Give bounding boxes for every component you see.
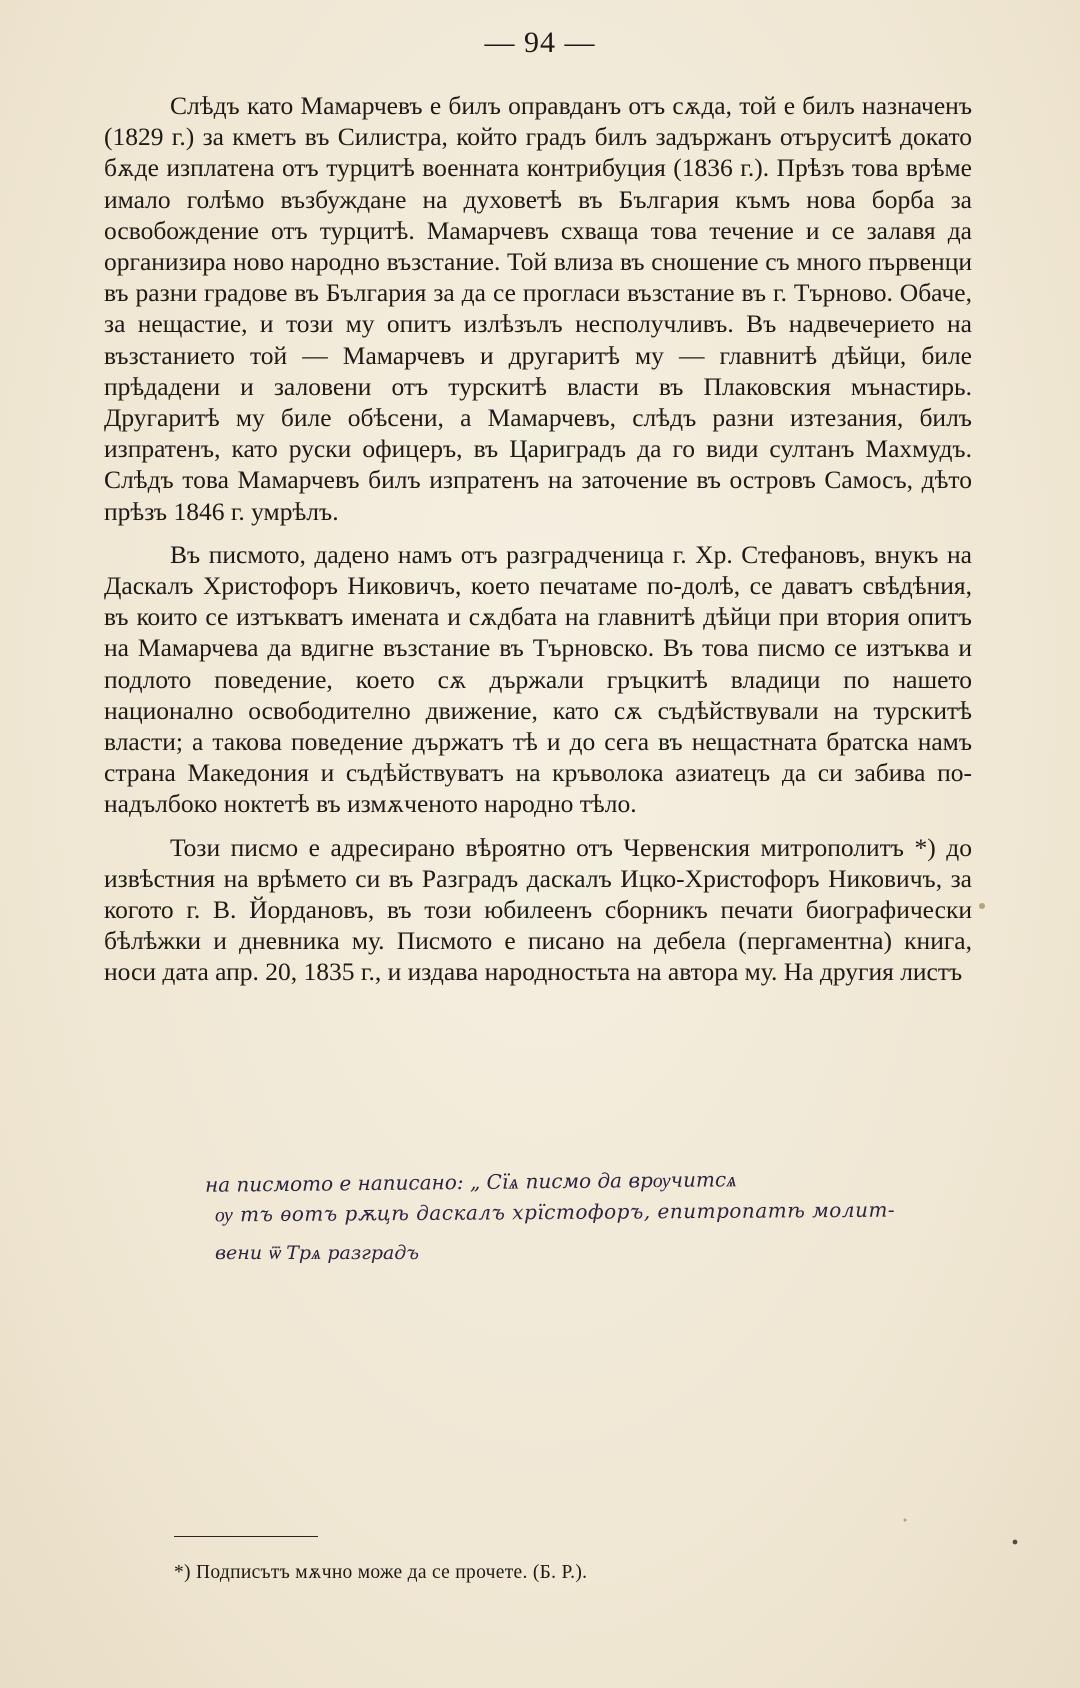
paragraph-letter-address: Този писмо е адресирано вѣроятно отъ Червенския митрополитъ *) до извѣстния на врѣмето си въ Разградъ даскалъ Ицко-Христофоръ Никовичъ, за когото г. В. Йордановъ, въ този юбилеенъ сборникъ печати биографически бѣлѣжки и дневника му. Писмото е писано на дебела (пергаментна) книга, носи дата апр. 20, 1835 г., и издава народностьта на автора му. На другия листъ [104,832,972,987]
handwriting-line-2: ѹ тъ ѳотъ рѫцѣ даскалъ хрїстофоръ, епитропатѣ молит- [214,1197,896,1227]
page-number: — 94 — [484,26,596,59]
footnote: *) Подписътъ мѫчно може да се прочете. (Б. Р.). [174,1562,588,1583]
paragraph-mamarchev-arrest: Слѣдъ като Мамарчевъ е билъ оправданъ отъ сѫда, той е билъ назначенъ (1829 г.) за кметъ въ Силистра, който градъ билъ задържанъ отъруситѣ докато бѫде изплатена отъ турцитѣ военната контрибуция (1836 г.). Прѣзъ това врѣме имало голѣмо възбуждане на духоветѣ въ България къмъ нова борба за освобождение отъ турцитѣ. Мамарчевъ схваща това течение и се залавя да организира ново народно възстание. Той влиза въ сношение съ много първенци въ разни градове въ България за да се прогласи възстание въ г. Търново. Обаче, за нещастие, и този му опитъ излѣзълъ несполучливъ. Въ надвечерието на възстанието той — Мамарчевъ и другаритѣ му — главнитѣ дѣйци, биле прѣдадени и заловени отъ турскитѣ власти въ Плаковския мънастирь. Другаритѣ му биле обѣсени, а Мамарчевъ, слѣдъ разни изтезания, билъ изпратенъ, като руски офицеръ, въ Цариградъ да го види султанъ Махмудъ. Слѣдъ това Мамарчевъ билъ изпратенъ на заточение въ островъ Самосъ, дѣто прѣзъ 1846 г. умрѣлъ. [104,91,972,526]
paper-speck [1013,1540,1018,1545]
paragraph-letter-description: Въ писмото, дадено намъ отъ разградченица г. Хр. Стефановъ, внукъ на Даскалъ Христофоръ Никовичъ, което печатаме по-долѣ, се даватъ свѣдѣния, въ които се изтъкватъ имената и сѫдбата на главнитѣ дѣйци при втория опитъ на Мамарчева да вдигне възстание въ Търновско. Въ това писмо се изтъква и подлото поведение, което сѫ държали гръцкитѣ владици по нашето национално освободително движение, като сѫ съдѣйствували на турскитѣ власти; а такова поведение държатъ тѣ и до сега въ нещастната братска намъ страна Македония и съдѣйствуватъ на кръволока азиатецъ да си забива по-надълбоко ноктетѣ въ измѫченото народно тѣло. [104,539,972,819]
handwriting-line-1: на писмото е написано: „ Сїѧ писмо да врѹчитсѧ [204,1167,738,1197]
paper-speck [904,1519,907,1522]
paper-speck [979,903,985,909]
handwriting-line-3: вени ѿ Трѧ разградъ [215,1242,420,1264]
